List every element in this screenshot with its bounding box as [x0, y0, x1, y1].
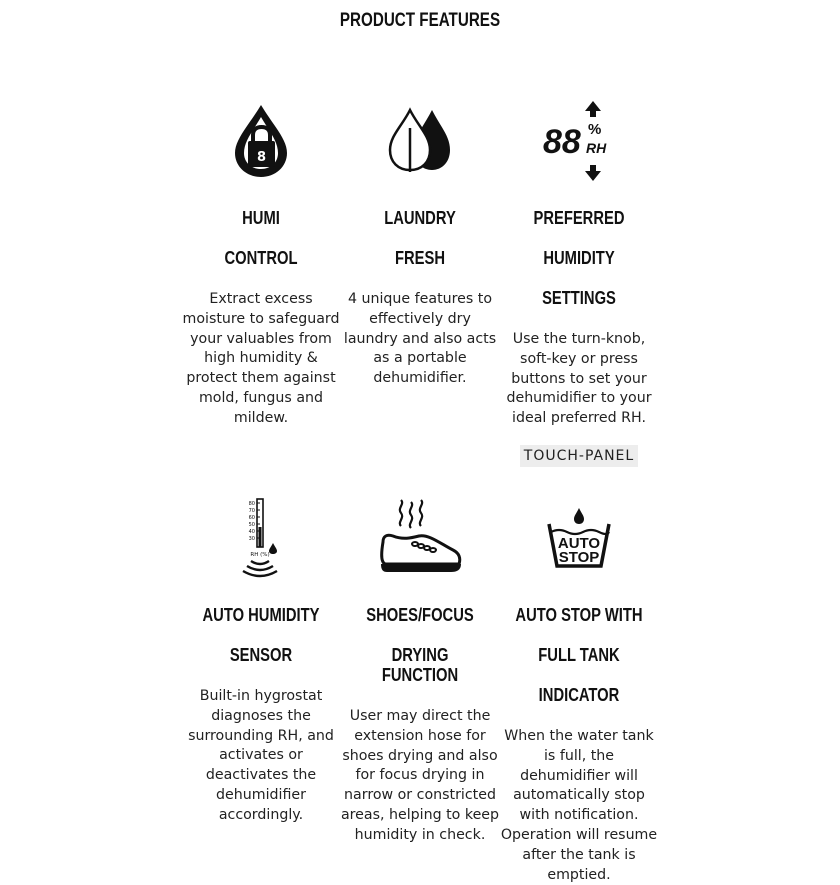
feature-description: Extract excess moisture to safeguard your valuables from high humidity & protect them against mold, fungus and mildew. — [182, 291, 340, 426]
svg-text:70: 70 — [248, 508, 255, 514]
svg-text:30: 30 — [248, 536, 255, 542]
touch-panel-badge: TOUCH-PANEL — [520, 445, 638, 467]
feature-auto-humidity-sensor — [181, 497, 341, 826]
feature-description: 4 unique features to effectively dry laundry and also acts as a portable dehumidifier. — [343, 291, 497, 387]
feature-title: HUMI CONTROL — [224, 208, 298, 268]
svg-text:%: % — [588, 121, 602, 138]
feature-auto-stop — [499, 497, 659, 885]
feature-description: Built-in hygrostat diagnoses the surrounding RH, and activates or deactivates the dehumidifier accordingly. — [188, 688, 334, 823]
page-title: PRODUCT FEATURES — [339, 10, 501, 31]
hygrometer-icon — [181, 497, 341, 579]
feature-humi-control — [181, 100, 341, 429]
svg-text:60: 60 — [248, 515, 255, 521]
auto-stop-tank-icon — [499, 497, 659, 579]
svg-text:STOP: STOP — [558, 549, 600, 566]
feature-description: When the water tank is full, the dehumidifier will automatically stop with notification. Operation will resume after the tank is emptied. — [500, 728, 658, 883]
feature-title: PREFERRED HUMIDITY SETTINGS — [533, 208, 625, 308]
feature-title: AUTO HUMIDITY SENSOR — [202, 605, 320, 665]
feature-title: AUTO STOP WITH FULL TANK INDICATOR — [515, 605, 643, 705]
feature-title: SHOES/FOCUS DRYING FUNCTION — [366, 605, 474, 685]
svg-text:40: 40 — [248, 529, 255, 535]
feature-shoes-focus-drying — [340, 497, 500, 846]
svg-text:RH (%): RH (%) — [250, 552, 270, 558]
droplet-lock-icon — [181, 100, 341, 182]
feature-title: LAUNDRY FRESH — [384, 208, 456, 268]
svg-text:8: 8 — [256, 150, 267, 165]
feature-preferred-humidity — [499, 100, 659, 467]
steaming-shoe-icon — [340, 497, 500, 579]
svg-text:50: 50 — [248, 522, 255, 528]
svg-text:AUTO: AUTO — [557, 535, 601, 552]
leaf-droplet-icon — [340, 100, 500, 182]
feature-laundry-fresh — [340, 100, 500, 389]
svg-text:RH: RH — [586, 140, 607, 156]
feature-description: Use the turn-knob, soft-key or press buttons to set your dehumidifier to your ideal preferred RH. — [506, 331, 652, 427]
svg-text:80: 80 — [248, 501, 255, 507]
feature-description: User may direct the extension hose for shoes drying and also for focus drying in narrow or constricted areas, helping to keep humidity in check. — [340, 708, 500, 843]
humidity-setting-icon — [499, 100, 659, 182]
svg-text:88: 88 — [543, 123, 581, 161]
